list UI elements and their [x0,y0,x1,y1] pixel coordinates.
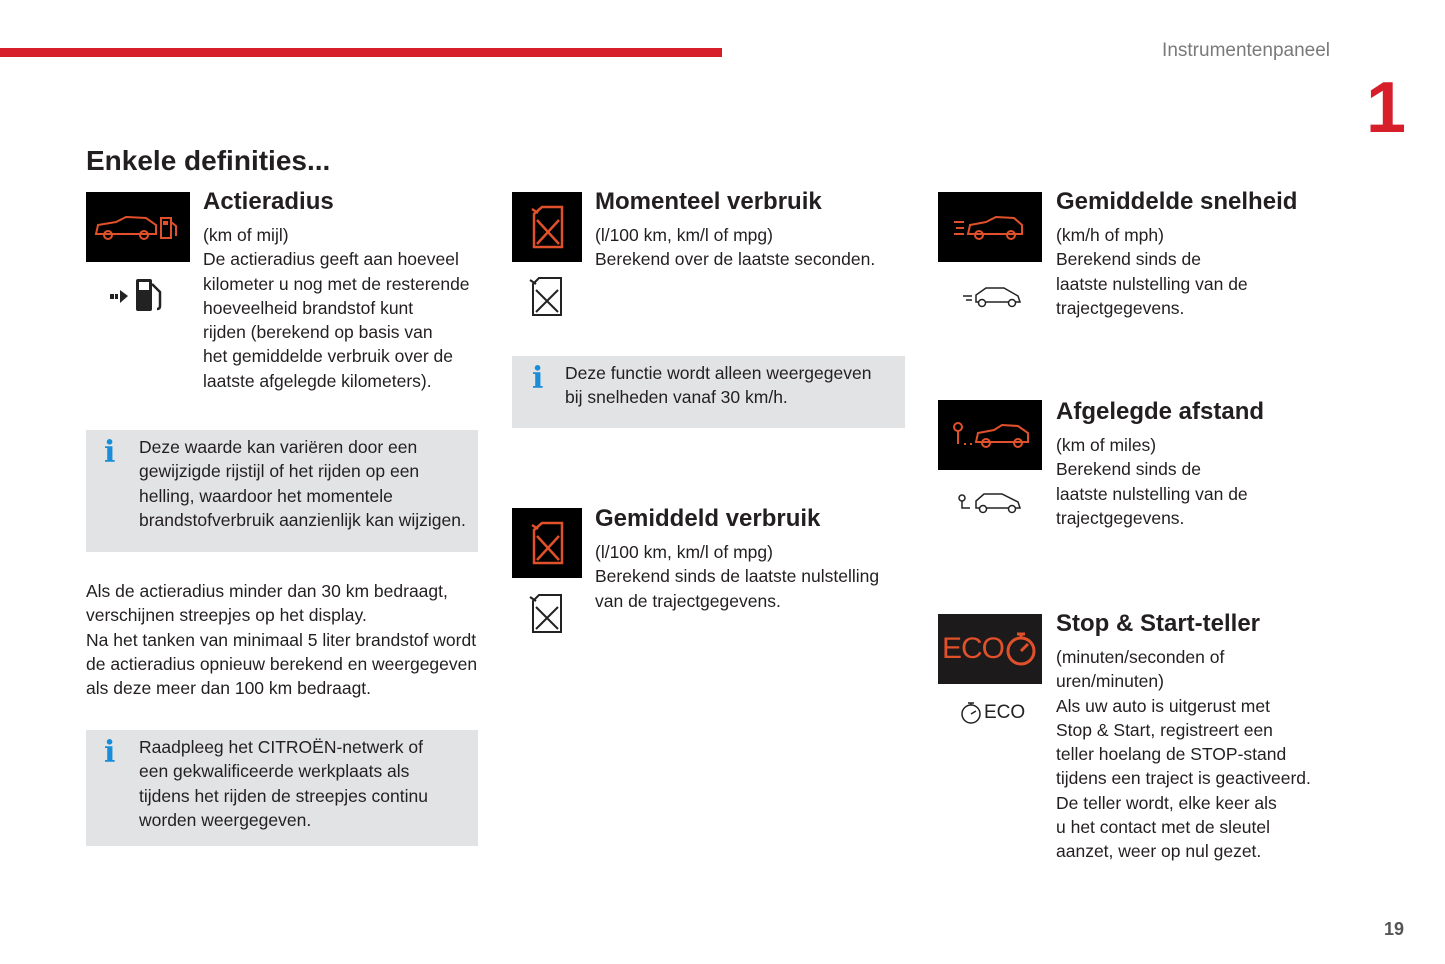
snelheid-text: (km/h of mph) Berekend sinds de laatste nulstelling van de trajectgegevens. [1056,225,1248,318]
momenteel-text: (l/100 km, km/l of mpg) Berekend over de laatste seconden. [595,225,876,270]
gemiddeld-text: (l/100 km, km/l of mpg) Berekend sinds de laatste nulstelling van de trajectgegevens. [595,542,880,611]
page-heading: Enkele definities... [86,145,331,176]
info-icon: i [104,735,116,770]
gemiddeld-title: Gemiddeld verbruik [595,505,821,532]
range-dashes-paragraph: Als de actieradius minder dan 30 km bedraagt, verschijnen streepjes op het display. Na het tanken van minimaal 5 liter brandstof wordt de actieradius opnieuw berekend en weergegeven als deze meer dan 100 km bedraagt. [86,581,478,699]
speed-car-icon [960,284,1026,310]
distance-car-icon [956,490,1026,516]
actieradius-text: (km of mijl) De actieradius geeft aan hoeveel kilometer u nog met de resterende hoeveelheid brandstof kunt rijden (berekend op basis van het gemiddelde verbruik over de laatste afgelegde kilometers). [203,225,470,391]
page-number: 19 [1383,919,1404,939]
afstand-title: Afgelegde afstand [1056,398,1265,425]
section-title: Instrumentenpaneel [1162,40,1330,61]
info-icon: i [104,435,116,470]
stopstart-text: (minuten/seconden of uren/minuten) Als uw auto is uitgerust met Stop & Start, registreert een teller hoelang de STOP-stand tijdens een traject is geactiveerd. De teller wordt, elke keer als u het contact met de sleutel aanzet, weer op nul gezet. [1056,647,1311,862]
info-box-dealer: i Raadpleeg het CITROËN-netwerk of een gekwalificeerde werkplaats als tijdens het rijden de streepjes continu worden weergegeven. [86,730,478,846]
header-accent-bar [0,48,722,57]
average-speed-display-icon [938,192,1042,262]
actieradius-title: Actieradius [203,188,334,215]
info-box-speed: i Deze functie wordt alleen weergegeven bij snelheden vanaf 30 km/h. [512,356,905,428]
snelheid-title: Gemiddelde snelheid [1056,188,1298,215]
distance-display-icon [938,400,1042,470]
chapter-number: 1 [1366,68,1407,148]
jerrycan-icon [527,591,567,635]
afstand-text: (km of miles) Berekend sinds de laatste nulstelling van de trajectgegevens. [1056,435,1248,528]
info-icon: i [532,361,544,396]
instant-consumption-display-icon [512,192,582,262]
momenteel-title: Momenteel verbruik [595,188,822,215]
jerrycan-icon [527,274,567,318]
range-display-icon [86,192,190,262]
stopstart-title: Stop & Start-teller [1056,610,1261,637]
info-box-variation: i Deze waarde kan variëren door een gewijzigde rijstijl of het rijden op een helling, waardoor het momentele brandstofverbruik aanzienlijk kan wijzigen. [86,430,478,552]
eco-stopwatch-icon: ECO [960,700,1025,726]
average-consumption-display-icon [512,508,582,578]
eco-display-icon: ECO [938,614,1042,684]
fuel-pump-icon [108,276,168,312]
